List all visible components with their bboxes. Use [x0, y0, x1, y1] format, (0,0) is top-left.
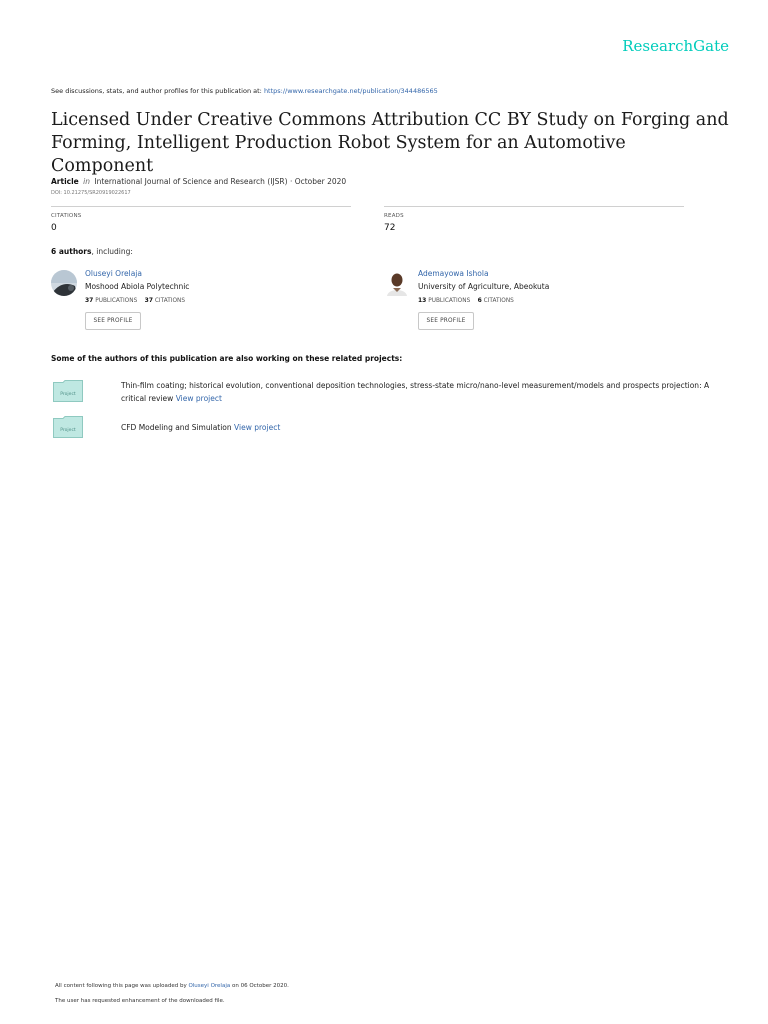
view-project-link[interactable]: View project [175, 393, 222, 403]
author-publications-count: 13 [418, 297, 427, 304]
reads-label: READS [384, 213, 404, 219]
author-citations-label: CITATIONS [154, 298, 186, 304]
author-publications-count: 37 [85, 297, 94, 304]
author-publications-label: PUBLICATIONS [428, 298, 471, 304]
authors-suffix: , including: [91, 247, 133, 256]
authors-summary [51, 247, 133, 256]
citations-label: CITATIONS [51, 213, 82, 219]
upload-prefix: All content following this page was uploaded by [55, 983, 189, 989]
researchgate-logo[interactable]: ResearchGate [622, 37, 729, 55]
author-stats [85, 297, 185, 304]
uploader-link[interactable]: Oluseyi Orelaja [188, 983, 231, 989]
citations-divider [51, 206, 351, 207]
upload-suffix: on 06 October 2020. [230, 983, 289, 989]
journal-name: International Journal of Science and Research (IJSR) · October 2020 [94, 177, 347, 186]
project-icon-label: Project [60, 392, 76, 397]
author-name[interactable]: Ademayowa Ishola [418, 269, 489, 278]
author-photo-icon [51, 270, 77, 296]
project-title: CFD Modeling and Simulation [121, 423, 235, 432]
publication-url-link[interactable]: https://www.researchgate.net/publication/344486565 [263, 87, 438, 95]
discussion-line [51, 87, 438, 95]
authors-count: 6 authors [51, 247, 92, 256]
discussion-prefix: See discussions, stats, and author profiles for this publication at: [51, 87, 264, 95]
see-profile-button[interactable]: SEE PROFILE [418, 312, 474, 330]
publication-title: Licensed Under Creative Commons Attribution CC BY Study on Forging and Forming, Intelligent Production Robot System for an Automotive Component [51, 110, 729, 176]
view-project-link[interactable]: View project [234, 423, 281, 432]
see-profile-button[interactable]: SEE PROFILE [85, 312, 141, 330]
project-title: Thin-film coating; historical evolution, conventional deposition technologies, stress-state micro/nano-level measurement/models and prospects projection: A critical review [121, 381, 710, 403]
upload-note [55, 983, 289, 989]
author-publications-label: PUBLICATIONS [95, 298, 138, 304]
enhancement-note: The user has requested enhancement of the downloaded file. [55, 998, 225, 1004]
related-projects-heading: Some of the authors of this publication are also working on these related projects: [51, 354, 403, 363]
author-stats [418, 297, 514, 304]
project-description [121, 380, 721, 405]
citations-count: 0 [51, 223, 57, 233]
doi: DOI: 10.21275/SR20919022617 [51, 190, 131, 196]
author-avatar[interactable] [51, 270, 77, 296]
author-citations-label: CITATIONS [483, 298, 514, 304]
author-card-2 [384, 268, 704, 332]
author-name[interactable]: Oluseyi Orelaja [85, 269, 142, 278]
reads-count: 72 [384, 223, 396, 233]
project-item [51, 380, 721, 410]
meta-in: in [83, 177, 90, 186]
author-institution: University of Agriculture, Abeokuta [418, 282, 550, 291]
publication-type: Article [51, 177, 79, 186]
author-photo-icon [384, 270, 410, 296]
project-folder-icon [53, 380, 83, 402]
author-citations-count: 37 [144, 297, 153, 304]
author-institution: Moshood Abiola Polytechnic [85, 282, 190, 291]
reads-divider [384, 206, 684, 207]
project-item [51, 416, 721, 440]
author-citations-count: 6 [477, 297, 482, 304]
publication-meta [51, 177, 346, 186]
project-icon-label: Project [60, 428, 76, 433]
author-avatar[interactable] [384, 270, 410, 296]
author-card-1 [51, 268, 371, 332]
project-folder-icon [53, 416, 83, 438]
project-description [121, 422, 721, 435]
